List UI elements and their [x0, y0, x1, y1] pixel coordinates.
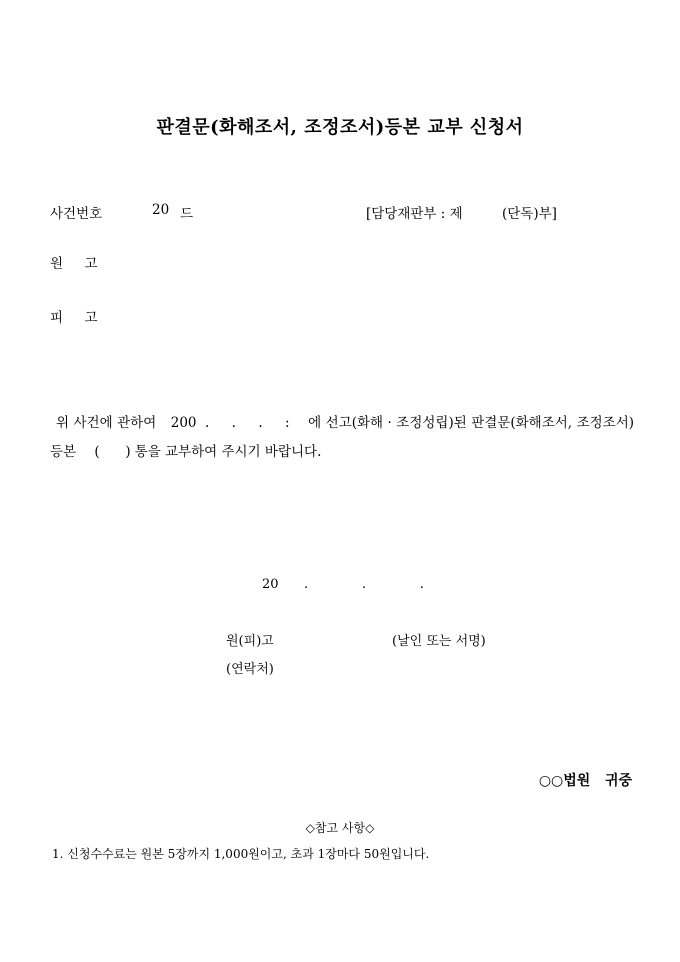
date-dots: . . .	[304, 577, 424, 592]
request-paragraph	[50, 409, 634, 467]
body-date-dots: . . . :	[205, 415, 290, 431]
defendant-label: 피 고	[50, 310, 98, 326]
signer-seal: (날인 또는 서명)	[392, 634, 486, 649]
body-copies-paren: ( )	[94, 444, 131, 460]
date-year: 20	[262, 577, 279, 592]
signer-contact: (연락처)	[226, 662, 274, 677]
body-year: 200	[170, 415, 197, 431]
notes-item: 1. 신청수수료는 원본 5장까지 1,000원이고, 초과 1장마다 50원입니다.	[52, 847, 430, 861]
judge-panel-suffix: (단독)부]	[502, 206, 557, 222]
case-year: 20	[152, 202, 170, 218]
court-addressee: ○○법원 귀중	[538, 773, 632, 789]
body-text-2: 통을 교부하여 주시기 바랍니다.	[134, 444, 322, 460]
document-title: 판결문(화해조서, 조정조서)등본 교부 신청서	[156, 117, 524, 138]
judge-panel-label: [담당재판부 : 제	[366, 206, 463, 222]
body-lead: 위 사건에 관하여	[56, 415, 157, 431]
case-number-label: 사건번호	[50, 206, 103, 222]
plaintiff-label: 원 고	[50, 256, 98, 272]
body-text-1: 에 선고(화해 · 조정성립)된 판결문(화해조서, 조정조서) 등본	[50, 415, 634, 460]
notes-heading: ◇참고 사항◇	[305, 821, 375, 835]
signer-role: 원(피)고	[226, 634, 274, 649]
case-code: 드	[180, 206, 194, 222]
